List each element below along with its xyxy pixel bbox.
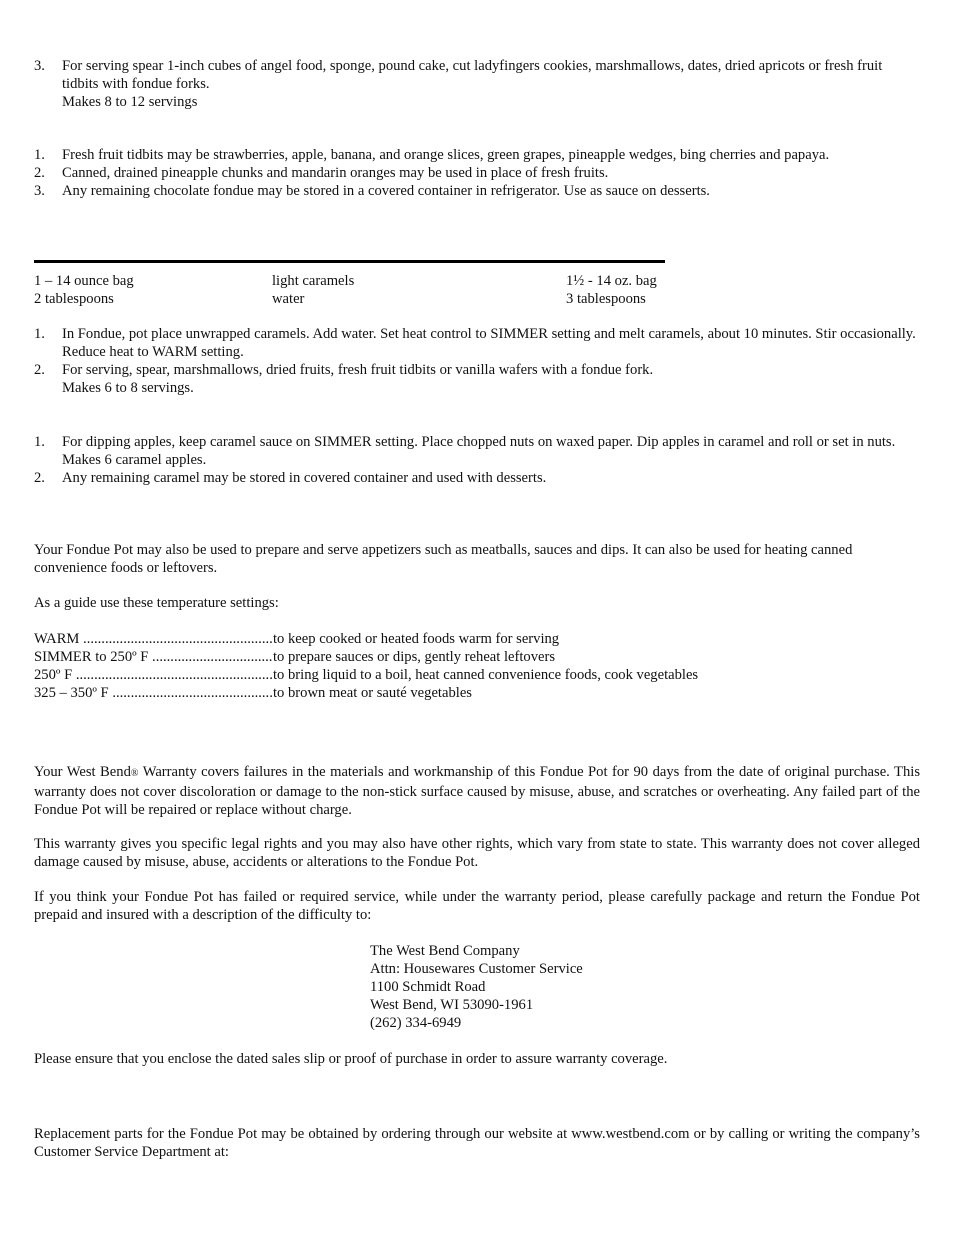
list-item xyxy=(34,325,920,361)
ingredients-divider xyxy=(34,260,665,263)
replacement-parts-paragraph: Replacement parts for the Fondue Pot may be obtained by ordering through our website at www.westbend.com or by calling or writing the company’s Customer Service Department at: xyxy=(34,1126,920,1160)
setting-label: WARM ..... xyxy=(34,630,272,648)
item-text: Canned, drained pineapple chunks and mandarin oranges may be used in place of fresh fruits. xyxy=(62,165,609,181)
list-item xyxy=(34,164,920,182)
caramel-notes-list xyxy=(34,433,920,487)
item-text: For serving spear 1-inch cubes of angel food, sponge, pound cake, cut ladyfingers cookies, marshmallows, dates, dried apricots or fresh fruit tidbits with fondue forks. xyxy=(62,58,883,92)
address-line: West Bend, WI 53090-1961 xyxy=(370,997,534,1013)
setting-label: SIMMER to 250º F ..... xyxy=(34,648,272,666)
caramel-steps-list xyxy=(34,325,920,397)
item-number: 2. xyxy=(34,165,45,181)
temperature-guide-intro: As a guide use these temperature settings: xyxy=(34,595,279,611)
item-number: 1. xyxy=(34,434,45,450)
warranty-text-rest: Warranty covers failures in the materials and workmanship of this Fondue Pot for 90 days from the date of original purchase. This warranty does not cover discoloration or damage to the non-stick surface caused by misuse, abuse, and scratches or overheating. Any failed part of the Fondue Pot will be repaired or replace without charge. xyxy=(34,764,921,818)
setting-description: to keep cooked or heated foods warm for serving xyxy=(273,631,560,647)
setting-description: to prepare sauces or dips, gently reheat leftovers xyxy=(273,649,556,665)
item-number: 2. xyxy=(34,362,45,378)
list-item xyxy=(34,433,920,469)
servings-note: Makes 8 to 12 servings xyxy=(62,94,198,110)
item-number: 3. xyxy=(34,183,45,199)
setting-description: to bring liquid to a boil, heat canned convenience foods, cook vegetables xyxy=(273,667,699,683)
item-number: 1. xyxy=(34,147,45,163)
company-address xyxy=(370,942,770,1032)
ingredient-item: water xyxy=(272,291,305,307)
servings-note: Makes 6 to 8 servings. xyxy=(62,380,194,396)
warranty-paragraph-1 xyxy=(34,763,920,819)
warranty-paragraph-3: If you think your Fondue Pot has failed or required service, while under the warranty period, please carefully package and return the Fondue Pot prepaid and insured with a description of the difficulty to: xyxy=(34,889,920,923)
temperature-setting-row xyxy=(34,630,834,648)
ingredient-row xyxy=(34,272,665,290)
item-text: For dipping apples, keep caramel sauce on SIMMER setting. Place chopped nuts on waxed paper. Dip apples in caramel and roll or set in nuts. Makes 6 caramel apples. xyxy=(62,434,896,468)
item-text: Any remaining caramel may be stored in covered container and used with desserts. xyxy=(62,470,547,486)
appetizers-intro: Your Fondue Pot may also be used to prepare and serve appetizers such as meatballs, sauces and dips. It can also be used for heating canned convenience foods or leftovers. xyxy=(34,542,853,576)
ingredient-row xyxy=(34,290,665,308)
item-text: Fresh fruit tidbits may be strawberries, apple, banana, and orange slices, green grapes, pineapple wedges, bing cherries and papaya. xyxy=(62,147,830,163)
temperature-setting-row xyxy=(34,666,834,684)
item-text: In Fondue, pot place unwrapped caramels. Add water. Set heat control to SIMMER setting and melt caramels, about 10 minutes. Stir occasionally. Reduce heat to WARM setting. xyxy=(62,326,916,360)
warranty-text-start: Your West Bend xyxy=(34,764,131,780)
warranty-paragraph-2: This warranty gives you specific legal rights and you may also have other rights, which vary from state to state. This warranty does not cover alleged damage caused by misuse, abuse, accidents or alterations to the Fondue Pot. xyxy=(34,836,920,870)
item-text: Any remaining chocolate fondue may be stored in a covered container in refrigerator. Use as sauce on desserts. xyxy=(62,183,710,199)
list-item xyxy=(34,469,920,487)
list-item xyxy=(34,146,920,164)
ingredient-alt-amount: 1½ - 14 oz. bag xyxy=(566,273,657,289)
temperature-setting-row xyxy=(34,684,834,702)
temperature-settings-list xyxy=(34,630,834,702)
item-text: For serving, spear, marshmallows, dried fruits, fresh fruit tidbits or vanilla wafers with a fondue fork. xyxy=(62,362,654,378)
phone-number: (262) 334-6949 xyxy=(370,1015,462,1031)
ingredient-amount: 2 tablespoons xyxy=(34,291,114,307)
address-line: 1100 Schmidt Road xyxy=(370,979,486,995)
chocolate-steps-list xyxy=(34,57,920,111)
item-number: 1. xyxy=(34,326,45,342)
warranty-paragraph-4: Please ensure that you enclose the dated sales slip or proof of purchase in order to assure warranty coverage. xyxy=(34,1051,668,1067)
address-line: The West Bend Company xyxy=(370,943,520,959)
address-line: Attn: Housewares Customer Service xyxy=(370,961,583,977)
ingredient-alt-amount: 3 tablespoons xyxy=(566,291,646,307)
list-item xyxy=(34,361,920,397)
list-item xyxy=(34,57,920,111)
item-number: 2. xyxy=(34,470,45,486)
temperature-setting-row xyxy=(34,648,834,666)
setting-label: 325 – 350º F ..... xyxy=(34,684,272,702)
ingredient-item: light caramels xyxy=(272,273,355,289)
setting-label: 250º F ..... xyxy=(34,666,272,684)
list-item xyxy=(34,182,920,200)
ingredient-amount: 1 – 14 ounce bag xyxy=(34,273,134,289)
setting-description: to brown meat or sauté vegetables xyxy=(273,685,472,701)
chocolate-notes-list xyxy=(34,146,920,200)
registered-mark: ® xyxy=(130,768,139,779)
item-number: 3. xyxy=(34,58,45,74)
